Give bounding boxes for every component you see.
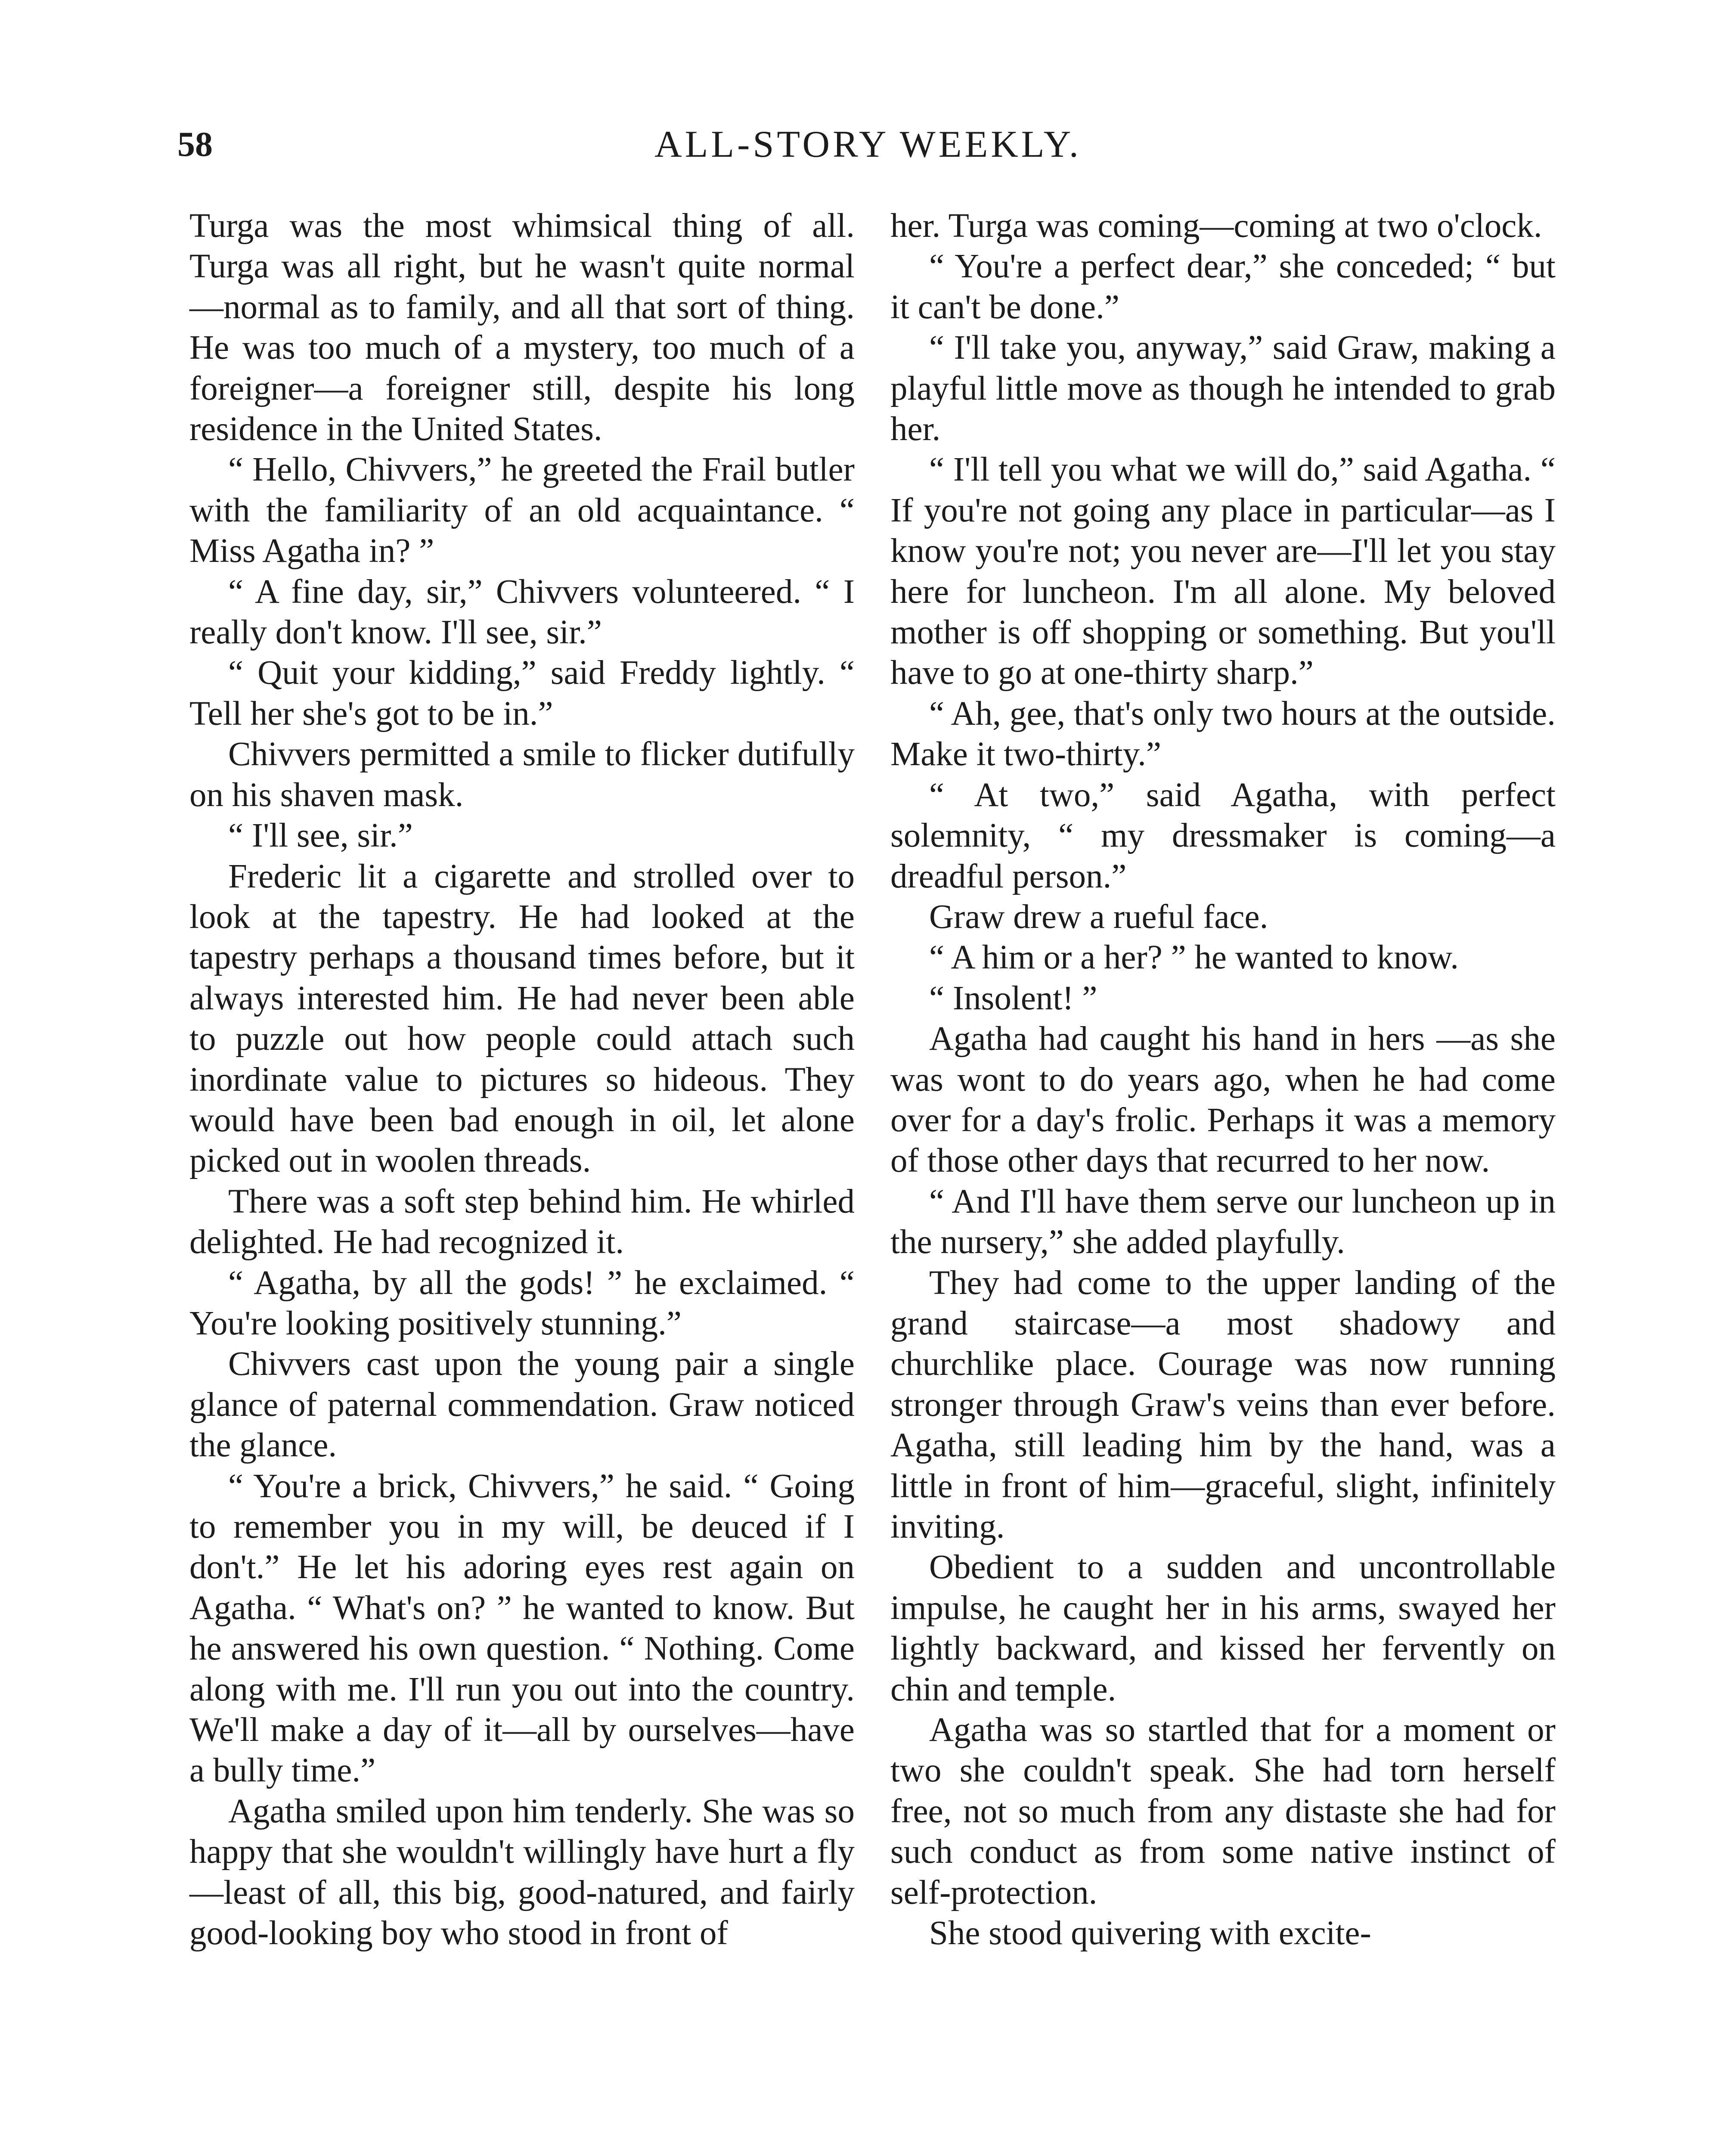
paragraph-continuation: her. Turga was coming—coming at two o'clock.: [890, 207, 1542, 245]
paragraph: “ Hello, Chivvers,” he greeted the Frail butler with the familiarity of an old acquaintance. “ Miss Agatha in? ”: [189, 451, 855, 570]
paragraph: They had come to the upper landing of the grand staircase—a most shadowy and churchlike place. Courage was now running stronger through Graw's veins than ever before. Agatha, still leading him by the hand, was a little in front of him—graceful, slight, infinitely inviting.: [890, 1264, 1556, 1545]
paragraph: “ And I'll have them serve our luncheon up in the nursery,” she added playfully.: [890, 1182, 1556, 1261]
paragraph: “ I'll see, sir.”: [228, 817, 413, 855]
right-column: [890, 206, 1556, 1954]
paragraph: “ I'll tell you what we will do,” said Agatha. “ If you're not going any place in particular—as I know you're not; you never are—I'll let you stay here for luncheon. I'm all alone. My beloved mother is off shopping or something. But you'll have to go at one-thirty sharp.”: [890, 451, 1556, 692]
paragraph: Turga was the most whimsical thing of all. Turga was all right, but he wasn't quite normal—normal as to family, and all that sort of thing. He was too much of a mystery, too much of a foreigner—a foreigner still, despite his long residence in the United States.: [189, 207, 855, 448]
paragraph: Frederic lit a cigarette and strolled over to look at the tapestry. He had looked at the tapestry perhaps a thousand times before, but it always interested him. He had never been able to puzzle out how people could attach such inordinate value to pictures so hideous. They would have been bad enough in oil, let alone picked out in woolen threads.: [189, 857, 855, 1180]
paragraph: “ Quit your kidding,” said Freddy lightly. “ Tell her she's got to be in.”: [189, 654, 855, 732]
paragraph: Chivvers cast upon the young pair a single glance of paternal commendation. Graw noticed the glance.: [189, 1345, 855, 1464]
paragraph: “ Insolent! ”: [929, 979, 1097, 1017]
paragraph: She stood quivering with excite-: [929, 1914, 1371, 1952]
paragraph: There was a soft step behind him. He whirled delighted. He had recognized it.: [189, 1182, 855, 1261]
paragraph: “ Agatha, by all the gods! ” he exclaimed. “ You're looking positively stunning.”: [189, 1264, 855, 1342]
paragraph: “ You're a perfect dear,” she conceded; “ but it can't be done.”: [890, 248, 1556, 326]
paragraph: Agatha was so startled that for a moment or two she couldn't speak. She had torn herself free, not so much from any distaste she had for such conduct as from some native instinct of self-protection.: [890, 1711, 1556, 1911]
paragraph: Obedient to a sudden and uncontrollable impulse, he caught her in his arms, swayed her lightly backward, and kissed her fervently on chin and temple.: [890, 1548, 1556, 1708]
paragraph: Chivvers permitted a smile to flicker dutifully on his shaven mask.: [189, 735, 855, 814]
page-number: 58: [177, 124, 213, 164]
left-column: [189, 206, 855, 1954]
paragraph: Agatha smiled upon him tenderly. She was so happy that she wouldn't willingly have hurt a fly—least of all, this big, good-natured, and fairly good-looking boy who stood in front of: [189, 1792, 855, 1952]
paragraph: “ You're a brick, Chivvers,” he said. “ Going to remember you in my will, be deuced if I don't.” He let his adoring eyes rest again on Agatha. “ What's on? ” he wanted to know. But he answered his own question. “ Nothing. Come along with me. I'll run you out into the country. We'll make a day of it—all by ourselves—have a bully time.”: [189, 1467, 855, 1790]
running-head: ALL-STORY WEEKLY.: [654, 124, 1082, 165]
paragraph: “ A him or a her? ” he wanted to know.: [929, 939, 1459, 977]
paragraph: Agatha had caught his hand in hers —as she was wont to do years ago, when he had come over for a day's frolic. Perhaps it was a memory of those other days that recurred to her now.: [890, 1020, 1556, 1180]
paragraph: “ At two,” said Agatha, with perfect solemnity, “ my dressmaker is coming—a dreadful person.”: [890, 776, 1556, 895]
paragraph: “ I'll take you, anyway,” said Graw, making a playful little move as though he intended to grab her.: [890, 329, 1556, 448]
paragraph: “ A fine day, sir,” Chivvers volunteered. “ I really don't know. I'll see, sir.”: [189, 573, 855, 651]
paragraph: “ Ah, gee, that's only two hours at the outside. Make it two-thirty.”: [890, 695, 1556, 773]
paragraph: Graw drew a rueful face.: [929, 898, 1268, 936]
